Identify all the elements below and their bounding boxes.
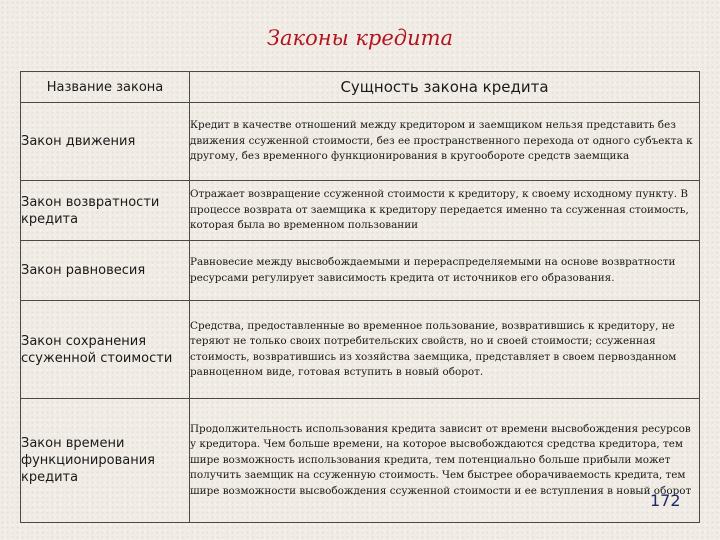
law-name: Закон равновесия [21, 241, 190, 301]
law-name: Закон возвратности кредита [21, 181, 190, 241]
table-row [21, 181, 700, 241]
law-name: Закон движения [21, 103, 190, 181]
header-law-essence: Сущность закона кредита [190, 72, 700, 103]
law-essence: Продолжительность использования кредита зависит от времени высвобождения ресурсов у кредитора. Чем больше времени, на которое высвобождаются средства кредитора, тем шире возможность использования кредита, тем потенциально больше прибыли может получить заемщик на ссуженную стоимость. Чем быстрее оборачиваемость кредита, тем шире возможности высвобождения ссуженной стоимости и ее вступления в новый оборот [190, 399, 700, 523]
table-row [21, 241, 700, 301]
law-essence: Равновесие между высвобождаемыми и перераспределяемыми на основе возвратности ресурсами регулирует зависимость кредита от источников его образования. [190, 241, 700, 301]
law-essence: Средства, предоставленные во временное пользование, возвратившись к кредитору, не теряют не только своих потребительских свойств, но и своей стоимости; ссуженная стоимость, возвратившись из хозяйства заемщика, представляет в своем первозданном равноценном виде, готовая вступить в новый оборот. [190, 301, 700, 399]
page-number: 172 [650, 491, 681, 510]
law-name: Закон времени функционирования кредита [21, 399, 190, 523]
table-row [21, 399, 700, 523]
table-row [21, 103, 700, 181]
law-name: Закон сохранения ссуженной стоимости [21, 301, 190, 399]
table-header-row [21, 72, 700, 103]
law-essence: Отражает возвращение ссуженной стоимости к кредитору, к своему исходному пункту. В процессе возврата от заемщика к кредитору передается именно та ссуженная стоимость, которая была во временном пользовании [190, 181, 700, 241]
table-row [21, 301, 700, 399]
header-law-name: Название закона [21, 72, 190, 103]
credit-laws-table [20, 71, 700, 523]
law-essence: Кредит в качестве отношений между кредитором и заемщиком нельзя представить без движения ссуженной стоимости, без ее пространственного перехода от одного субъекта к другому, без временного функционирования в кругообороте средств заемщика [190, 103, 700, 181]
slide-title: Законы кредита [266, 26, 454, 50]
